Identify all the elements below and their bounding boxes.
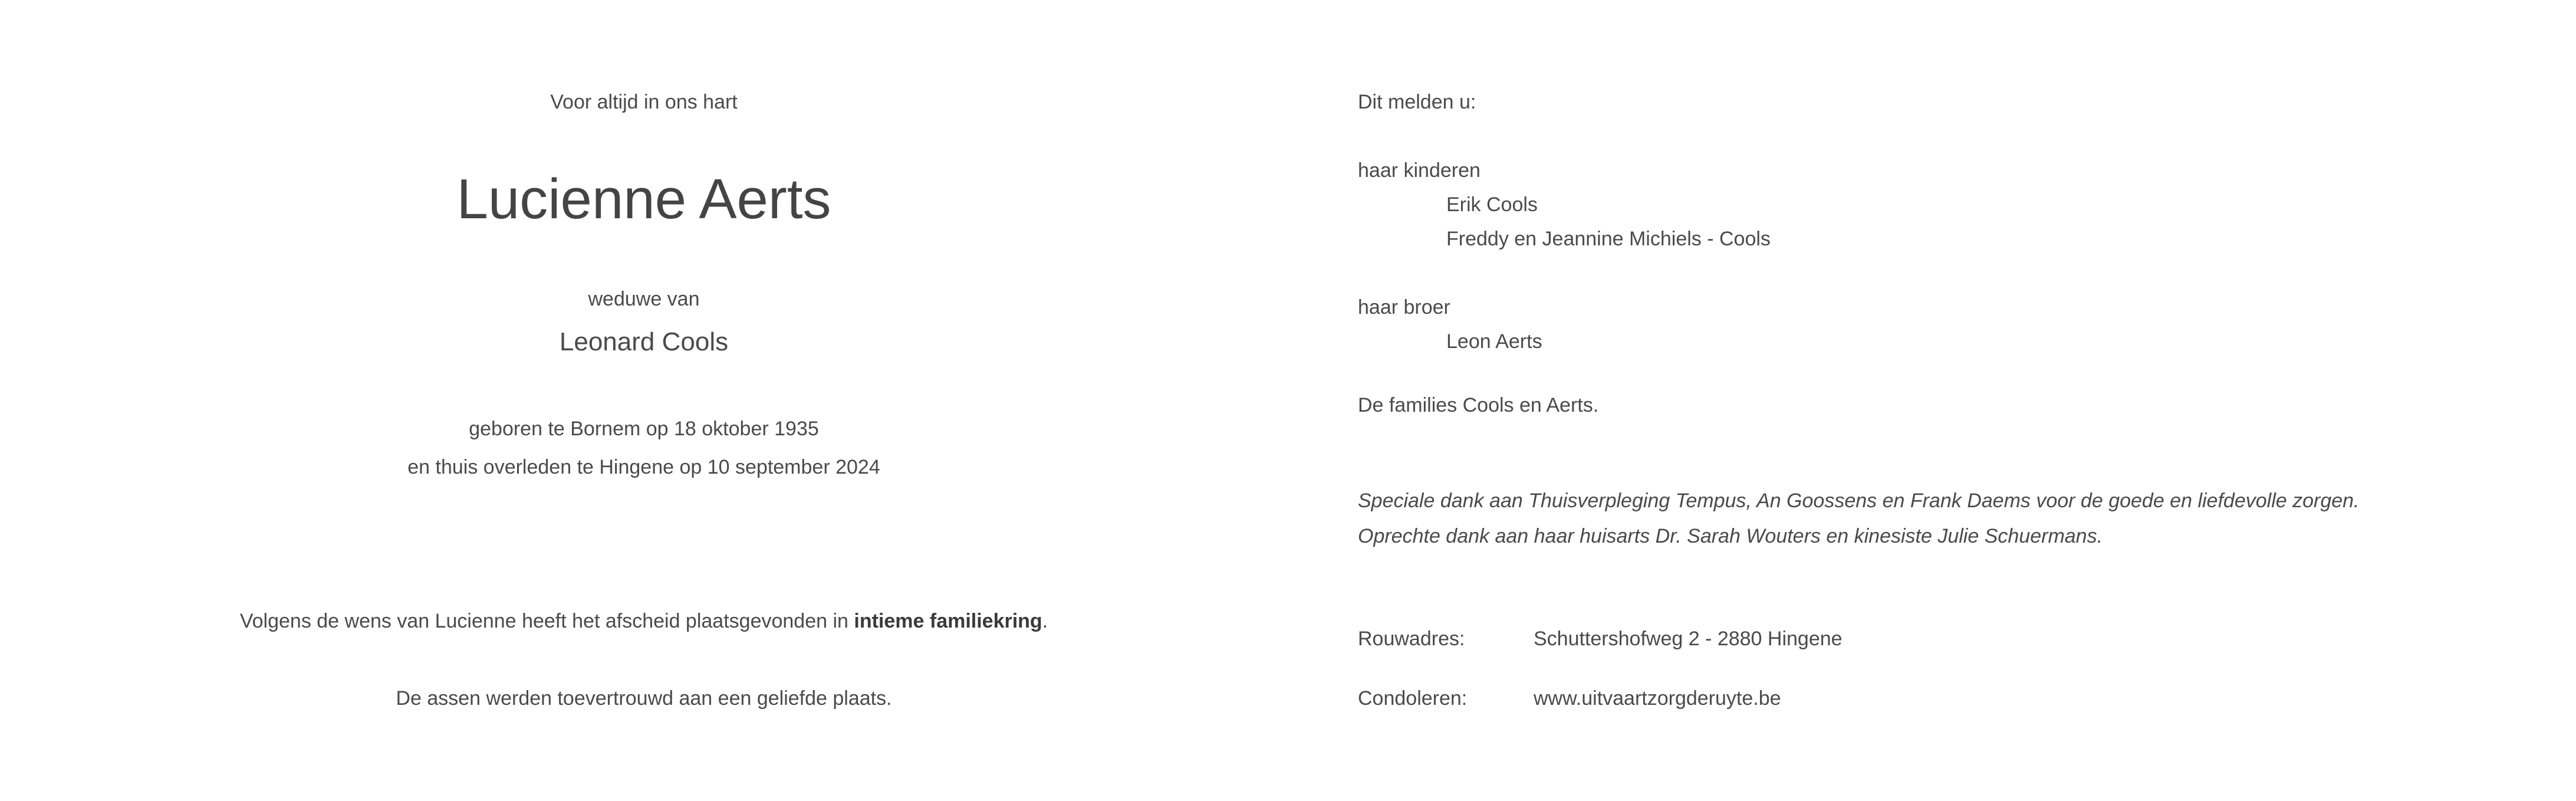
farewell-wish-emphasis: intieme familiekring [854,610,1042,632]
farewell-wish [240,611,1048,631]
brother-label: haar broer [1358,296,1450,319]
death-info: en thuis overleden te Hingene op 10 september 2024 [407,456,880,478]
spouse-name: Leonard Cools [559,327,729,356]
condolence-link[interactable]: www.uitvaartzorgderuyte.be [1534,687,1781,710]
address-value: Schuttershofweg 2 - 2880 Hingene [1534,628,1843,650]
condolence-label: Condoleren: [1358,687,1468,710]
announcement-heading: Dit melden u: [1358,91,1476,113]
child-name: Freddy en Jeannine Michiels - Cools [1446,228,1771,250]
children-label: haar kinderen [1358,159,1481,182]
farewell-wish-end: . [1042,610,1048,632]
brother-name: Leon Aerts [1446,330,1542,353]
ashes-note: De assen werden toevertrouwd aan een geliefde plaats. [396,687,892,710]
child-name: Erik Cools [1446,193,1538,216]
thanks-line: Speciale dank aan Thuisverpleging Tempus, An Goossens en Frank Daems voor de goede en liefdevolle zorgen. [1358,490,2360,512]
farewell-wish-text: Volgens de wens van Lucienne heeft het afscheid plaatsgevonden in [239,610,854,632]
families-text: De families Cools en Aerts. [1358,394,1599,416]
thanks-line: Oprechte dank aan haar huisarts Dr. Sarah Wouters en kinesiste Julie Schuermans. [1358,525,2103,547]
widow-label: weduwe van [588,288,700,310]
birth-info: geboren te Bornem op 18 oktober 1935 [469,418,819,440]
motto-text: Voor altijd in ons hart [550,91,738,113]
address-label: Rouwadres: [1358,628,1465,650]
deceased-name: Lucienne Aerts [456,168,831,231]
